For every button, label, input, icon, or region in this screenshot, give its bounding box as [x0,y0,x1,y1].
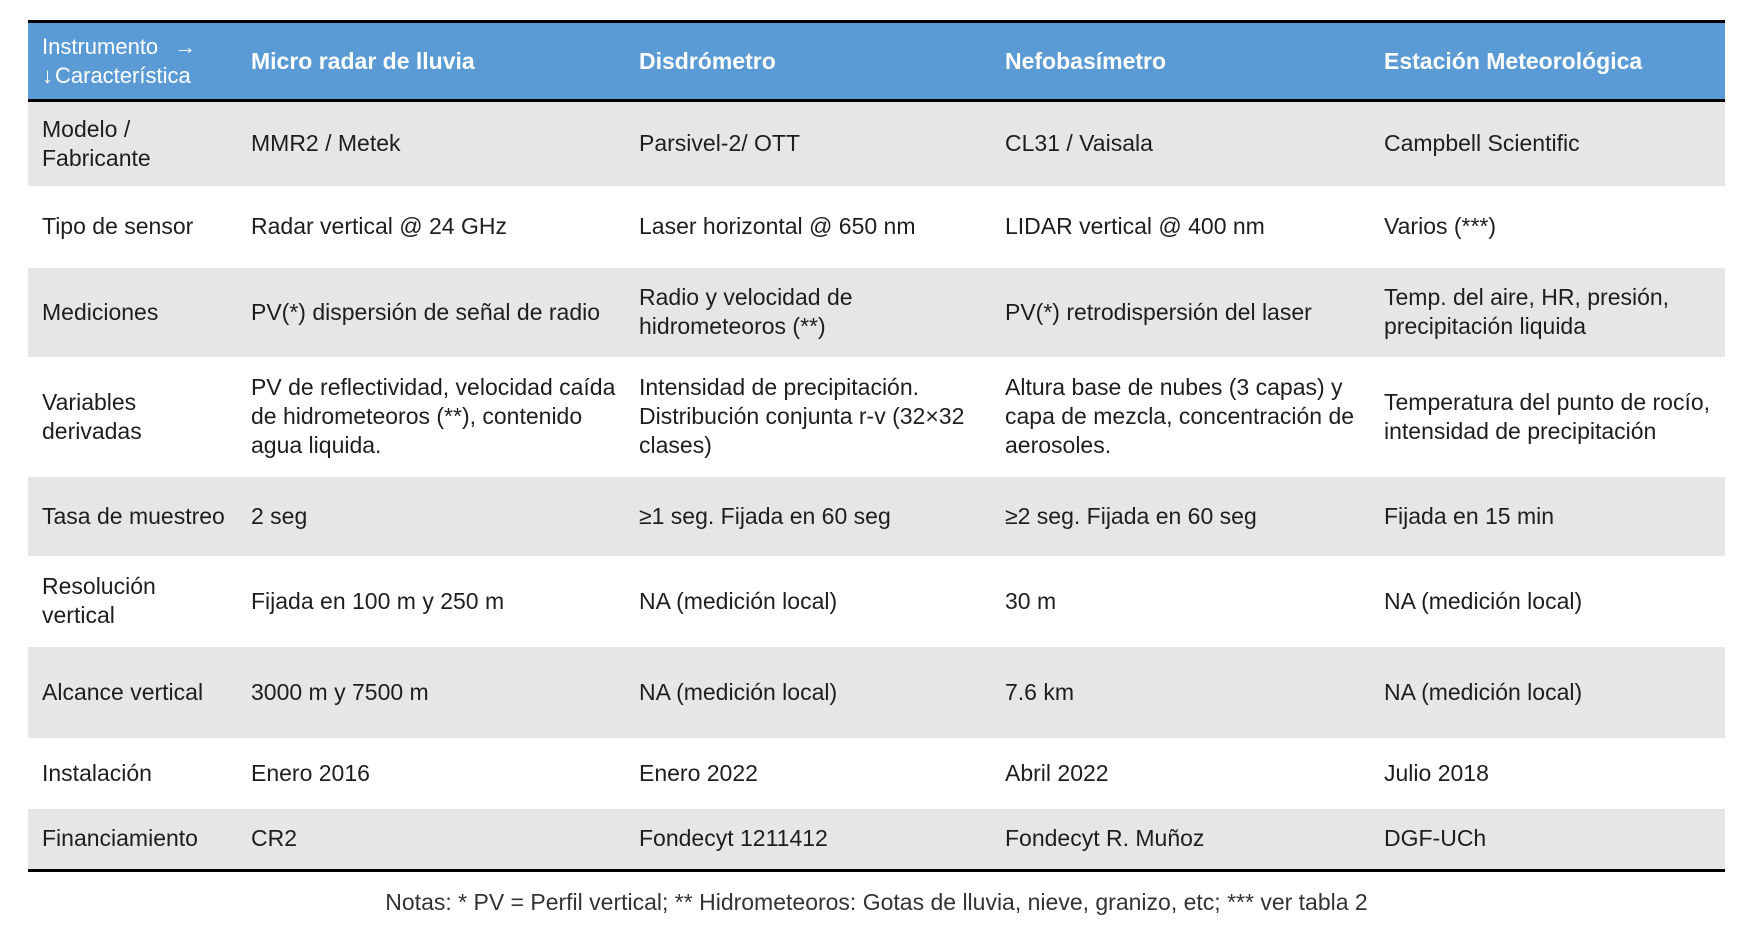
row-label: Tipo de sensor [42,213,194,239]
table-row-financiamiento [28,809,1725,871]
table-cell: DGF-UCh [1370,809,1725,871]
table-cell: Parsivel-2/ OTT [639,130,801,157]
table-cell: ≥1 seg. Fijada en 60 seg [639,502,891,529]
row-label: Instalación [42,759,152,786]
table-cell: ≥2 seg. Fijada en 60 seg [1005,502,1257,529]
table-row-tipo-sensor [28,186,1725,268]
row-label: Resolución vertical [42,573,156,628]
corner-instrument-line [42,32,237,61]
table-cell: Fondecyt 1211412 [625,809,991,871]
table-cell: Laser horizontal @ 650 nm [639,213,916,239]
row-label: Variables derivadas [42,388,142,444]
header-disdrometro: Disdrómetro [625,22,991,101]
corner-instrument-label: Instrumento [42,34,159,59]
table-cell: Temperatura del punto de rocío, intensidad de precipitación [1384,388,1711,444]
header-estacion-meteorologica: Estación Meteorológica [1370,22,1725,101]
arrow-right-icon: → [174,34,197,59]
table-cell: Campbell Scientific [1384,130,1580,157]
row-label: Tasa de muestreo [42,502,225,529]
instrument-table-container [28,20,1725,872]
table-cell: NA (medición local) [639,678,838,705]
table-row-variables-derivadas [28,357,1725,477]
table-cell: 2 seg [251,502,308,529]
table-row-instalacion [28,738,1725,809]
table-cell: Enero 2022 [639,759,758,786]
table-cell: LIDAR vertical @ 400 nm [1005,213,1265,239]
table-cell: Enero 2016 [251,759,370,786]
table-body [28,101,1725,871]
table-cell: Radar vertical @ 24 GHz [251,213,507,239]
table-cell: MMR2 / Metek [251,130,401,157]
table-cell: NA (medición local) [639,587,838,614]
table-cell: Temp. del aire, HR, presión, precipitación liquida [1384,284,1670,339]
row-label: Financiamiento [28,809,237,871]
table-cell: Fondecyt R. Muñoz [991,809,1370,871]
table-cell: 7.6 km [1005,678,1075,705]
table-cell: CR2 [237,809,625,871]
table-cell: Fijada en 15 min [1384,502,1555,529]
table-cell: PV de reflectividad, velocidad caída de hidrometeoros (**), contenido agua liquida. [251,374,616,458]
table-cell: PV(*) retrodispersión del laser [1005,298,1312,325]
table-cell: Fijada en 100 m y 250 m [251,587,505,614]
table-cell: Altura base de nubes (3 capas) y capa de mezcla, concentración de aerosoles. [1005,374,1355,458]
table-cell: 30 m [1005,587,1057,614]
row-label: Modelo / Fabricante [42,115,151,171]
table-cell: NA (medición local) [1384,587,1583,614]
table-cell: Abril 2022 [1005,759,1109,786]
row-label: Alcance vertical [42,678,204,705]
table-cell: Varios (***) [1384,213,1497,239]
header-nefobasimetro: Nefobasímetro [991,22,1370,101]
table-cell: PV(*) dispersión de señal de radio [251,298,601,325]
table-cell: Julio 2018 [1384,759,1489,786]
row-label: Mediciones [42,298,159,325]
table-footnote: Notas: * PV = Perfil vertical; ** Hidrometeoros: Gotas de lluvia, nieve, granizo, etc; *** ver tabla 2 [385,889,1368,915]
table-row-alcance-vertical [28,647,1725,738]
header-micro-radar: Micro radar de lluvia [237,22,625,101]
table-cell: Intensidad de precipitación. Distribución conjunta r-v (32×32 clases) [639,374,965,458]
header-corner-cell [28,22,237,101]
table-row-mediciones [28,268,1725,357]
table-cell: Radio y velocidad de hidrometeoros (**) [639,284,853,339]
corner-feature-line [42,61,237,90]
table-row-tasa-muestreo [28,477,1725,556]
table-cell: NA (medición local) [1384,678,1583,705]
table-cell: CL31 / Vaisala [1005,130,1153,157]
table-row-modelo [28,101,1725,186]
header-row [28,22,1725,101]
table-row-resolucion-vertical [28,556,1725,647]
table-header [28,22,1725,101]
corner-feature-label: Característica [55,63,191,88]
instrument-table [28,20,1725,872]
table-cell: 3000 m y 7500 m [251,678,429,705]
arrow-down-icon: ↓ [42,63,53,88]
